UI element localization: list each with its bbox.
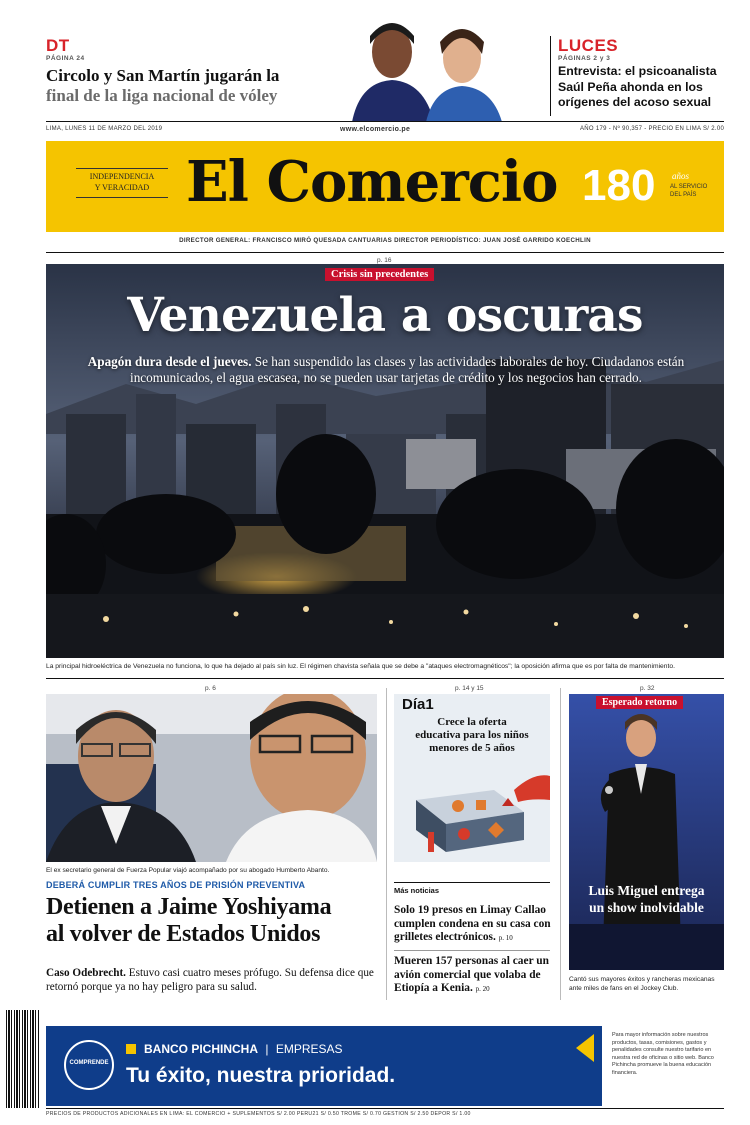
story2-headline-2: educativa para los niños — [415, 729, 529, 741]
anniversary-line-1: AL SERVICIO — [670, 184, 708, 190]
luces-page: PÁGINAS 2 y 3 — [558, 55, 611, 62]
more-news-item-2-text: Mueren 157 personas al caer un avión comercial que volaba de Etiopía a Kenia. — [394, 955, 549, 994]
bank-ad-badge — [64, 1040, 114, 1090]
dateline-date: LIMA, LUNES 11 DE MARZO DEL 2019 — [46, 126, 163, 132]
lead-sub-lead: Apagón dura desde el jueves. — [87, 354, 252, 369]
bank-ad-badge-text: COMPRENDE — [69, 1060, 109, 1066]
story3-tag: Esperado retorno — [596, 696, 683, 709]
story3-caption: Cantó sus mayores éxitos y rancheras mexicanas ante miles de fans en el Jockey Club. — [569, 976, 715, 992]
ad-arrow-icon — [576, 1034, 596, 1062]
more-news-item-1-text: Solo 19 presos en Limay Callao cumplen condena en su casa con grilletes electrónicos. — [394, 904, 551, 943]
story3-headline-2: un show inolvidable — [589, 900, 704, 915]
luces-headline: Entrevista: el psicoanalista Saúl Peña ahonda en los orígenes del acoso sexual — [558, 64, 717, 109]
motto-line-1: INDEPENDENCIA — [89, 172, 155, 181]
dt-section: DT — [46, 36, 70, 55]
story1-headline[interactable] — [46, 894, 386, 948]
dateline-issue: AÑO 179 - Nº 90,357 - PRECIO EN LIMA S/ 2.00 — [580, 126, 725, 132]
more-news-item-2-page: p. 20 — [475, 985, 490, 993]
story2-headline-3: menores de 5 años — [429, 742, 515, 754]
lead-caption: La principal hidroeléctrica de Venezuela no funciona, lo que ha dejado al país sin luz. El régimen chavista señala que se debe a "ataques electromagnéticos"; la oposición afirma que es por falta de mantenimiento. — [46, 663, 675, 670]
more-news-item[interactable] — [394, 955, 552, 997]
more-news-title: Más noticias — [394, 886, 440, 895]
barcode — [6, 1010, 40, 1108]
lead-subheadline — [56, 354, 716, 386]
story3-headline-1: Luis Miguel entrega — [588, 883, 705, 898]
story1-body-rest: Estuvo casi cuatro meses prófugo. Su defensa dice que retornó porque ya no hay peligro para su salud. — [46, 967, 374, 993]
shape-sorter-illustration — [394, 760, 550, 860]
dt-headline-2: final de la liga nacional de vóley — [46, 86, 278, 105]
bank-disclaimer: Para mayor información sobre nuestros productos, tasas, comisiones, gastos y penalidades consulte nuestro tarifario en nuestra red de oficinas o sitio web. Banco Pichincha promueve la buena educación financiera. — [612, 1032, 714, 1076]
bank-brand: BANCO PICHINCHA — [144, 1042, 258, 1056]
anniversary-word: años — [672, 171, 690, 181]
teaser-dt[interactable] — [46, 36, 316, 114]
story1-headline-1: Detienen a Jaime Yoshiyama — [46, 894, 332, 920]
bank-division: EMPRESAS — [275, 1042, 343, 1056]
dt-headline-1: Circolo y San Martín jugarán la — [46, 66, 280, 85]
masthead-title: El Comercio — [186, 149, 558, 215]
lead-page-ref: p. 16 — [377, 257, 392, 264]
lead-headline: Venezuela a oscuras — [127, 288, 643, 343]
dt-page: PÁGINA 24 — [46, 55, 85, 62]
more-news-item[interactable] — [394, 904, 552, 946]
story2-box[interactable] — [394, 694, 550, 862]
story1-body-lead: Caso Odebrecht. — [46, 967, 126, 979]
story1-headline-2: al volver de Estados Unidos — [46, 921, 321, 947]
bank-ad[interactable]: COMPRENDE BANCO PICHINCHA | EMPRESAS Tu éxito, nuestra prioridad. — [46, 1026, 602, 1106]
anniversary-line-2: DEL PAÍS — [670, 192, 697, 198]
motto-line-2: Y VERACIDAD — [94, 183, 150, 192]
bank-slogan: Tu éxito, nuestra prioridad. — [126, 1064, 396, 1087]
story1-body — [46, 966, 384, 994]
lead-sub-rest: Se han suspendido las clases y las actividades laborales de hoy. Ciudadanos están incomunicados, el agua escasea, no se pueden usar tarjetas de crédito y los negocios han cerrado. — [130, 354, 685, 385]
footer-prices: PRECIOS DE PRODUCTOS ADICIONALES EN LIMA: EL COMERCIO + SUPLEMENTOS S/ 2.00 PERÚ21 S/ 0.50 TROME S/ 0.70 GESTIÓN S/ 2.50 DEPOR S/ 1.00 — [46, 1111, 471, 1117]
story2-label: Día1 — [402, 696, 434, 713]
story3-photo[interactable] — [569, 694, 724, 970]
story2-headline-1: Crece la oferta — [437, 716, 507, 728]
dateline-website[interactable]: www.elcomercio.pe — [340, 126, 411, 133]
anniversary-number: 180 — [582, 161, 656, 210]
more-news-item-1-page: p. 10 — [498, 934, 513, 942]
story2-page-ref: p. 14 y 15 — [455, 685, 484, 692]
masthead — [46, 141, 724, 232]
luces-section: LUCES — [558, 36, 619, 55]
story1-kicker: DEBERÁ CUMPLIR TRES AÑOS DE PRISIÓN PREVENTIVA — [46, 880, 306, 890]
story1-caption: El ex secretario general de Fuerza Popular viajó acompañado por su abogado Humberto Abanto. — [46, 867, 330, 874]
story3-page-ref: p. 32 — [640, 685, 655, 692]
masthead-credits: DIRECTOR GENERAL: FRANCISCO MIRÓ QUESADA CANTUARIAS DIRECTOR PERIODÍSTICO: JUAN JOSÉ GARRIDO KOECHLIN — [179, 237, 591, 244]
story1-photo[interactable] — [46, 694, 377, 862]
teaser-luces[interactable] — [558, 36, 718, 116]
volleyball-players-photo — [330, 14, 530, 122]
lead-tag: Crisis sin precedentes — [325, 268, 434, 281]
story1-page-ref: p. 6 — [205, 685, 216, 692]
lead-photo[interactable] — [46, 264, 724, 658]
